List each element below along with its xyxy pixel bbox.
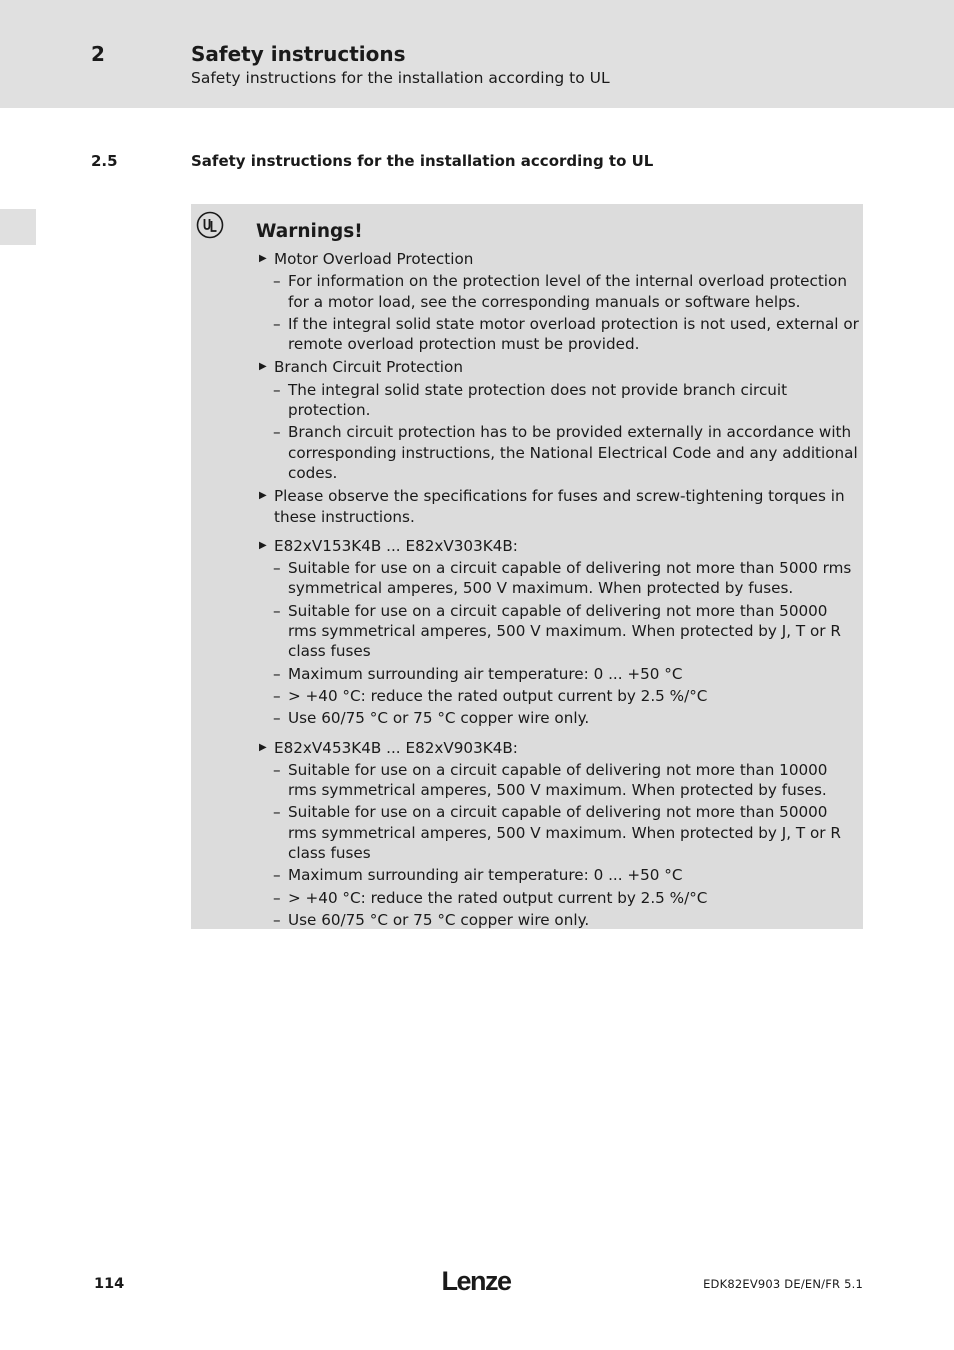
sub-item: – Use 60/75 °C or 75 °C copper wire only. [256, 910, 860, 930]
sub-item: – Maximum surrounding air temperature: 0 ... +50 °C [256, 664, 860, 684]
list-item [256, 357, 860, 483]
warning-list [256, 249, 860, 933]
document-id: EDK82EV903 DE/EN/FR 5.1 [703, 1277, 863, 1291]
chapter-number: 2 [91, 42, 105, 66]
header-band [0, 0, 954, 108]
sub-item: – Branch circuit protection has to be provided externally in accordance with corresponding instructions, the National Electrical Code and any additional codes. [256, 422, 860, 483]
lenze-logo [438, 1264, 514, 1298]
bullet-motor-overload: ▶ Motor Overload Protection [256, 249, 860, 269]
list-item [256, 738, 860, 931]
chapter-title: Safety instructions [191, 42, 406, 66]
warning-title: Warnings! [256, 221, 363, 242]
section-number: 2.5 [91, 152, 118, 170]
sub-item: – Suitable for use on a circuit capable of delivering not more than 50000 rms symmetrical amperes, 500 V maximum. When protected by J, T or R class fuses [256, 802, 860, 863]
chapter-subtitle: Safety instructions for the installation according to UL [191, 69, 610, 87]
page-number: 114 [94, 1276, 125, 1292]
sub-item: – The integral solid state protection does not provide branch circuit protection. [256, 380, 860, 421]
bullet-model-range-1: ▶ E82xV153K4B ... E82xV303K4B: [256, 536, 860, 556]
svg-text:Lenze: Lenze [441, 1266, 511, 1296]
ul-listing-icon [196, 211, 224, 239]
section-title: Safety instructions for the installation according to UL [191, 152, 654, 170]
list-item [256, 486, 860, 527]
sub-item: – > +40 °C: reduce the rated output current by 2.5 %/°C [256, 686, 860, 706]
sub-item: – > +40 °C: reduce the rated output current by 2.5 %/°C [256, 888, 860, 908]
bullet-branch-circuit: ▶ Branch Circuit Protection [256, 357, 860, 377]
sub-item: – For information on the protection level of the internal overload protection for a motor load, see the corresponding manuals or software helps. [256, 271, 860, 312]
sub-item: – Maximum surrounding air temperature: 0 ... +50 °C [256, 865, 860, 885]
bullet-fuse-specs: ▶ Please observe the specifications for fuses and screw-tightening torques in these instructions. [256, 486, 860, 527]
sub-item: – Suitable for use on a circuit capable of delivering not more than 10000 rms symmetrical amperes, 500 V maximum. When protected by fuses. [256, 760, 860, 801]
chapter-side-tab [0, 209, 36, 245]
list-item [256, 249, 860, 354]
sub-item: – Suitable for use on a circuit capable of delivering not more than 50000 rms symmetrical amperes, 500 V maximum. When protected by J, T or R class fuses [256, 601, 860, 662]
list-item [256, 536, 860, 729]
sub-item: – Suitable for use on a circuit capable of delivering not more than 5000 rms symmetrical amperes, 500 V maximum. When protected by fuses. [256, 558, 860, 599]
sub-item: – If the integral solid state motor overload protection is not used, external or remote overload protection must be provided. [256, 314, 860, 355]
bullet-model-range-2: ▶ E82xV453K4B ... E82xV903K4B: [256, 738, 860, 758]
sub-item: – Use 60/75 °C or 75 °C copper wire only. [256, 708, 860, 728]
